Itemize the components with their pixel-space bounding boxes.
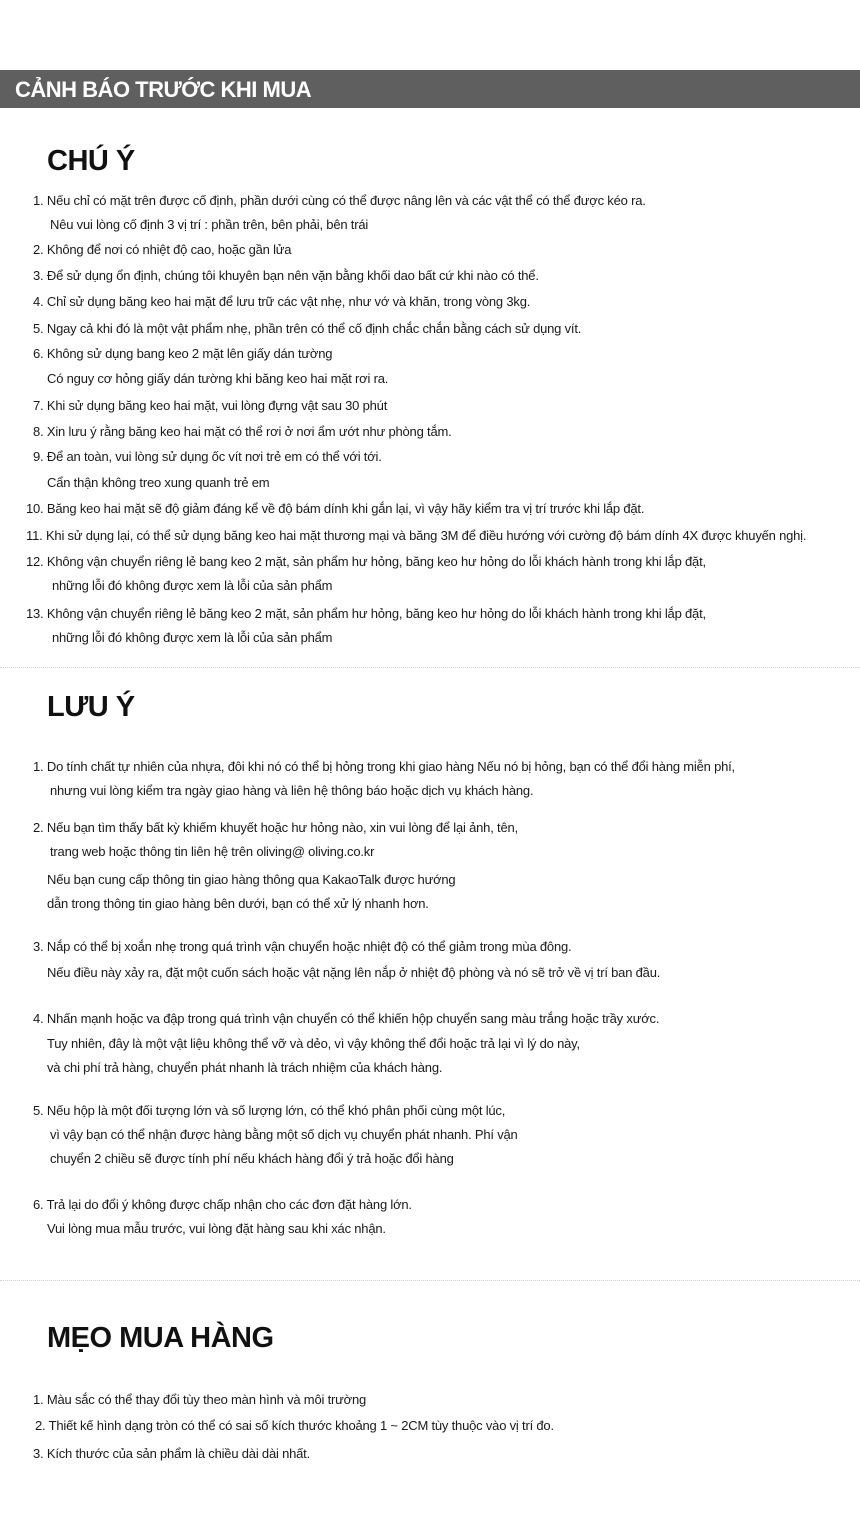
list-item-continuation: [50, 1151, 454, 1167]
list-item-continuation: [47, 1060, 442, 1076]
list-item: [33, 759, 735, 775]
list-item: [33, 1197, 412, 1213]
list-item-text: Do tính chất tự nhiên của nhựa, đôi khi nó có thể bị hỏng trong khi giao hàng Nếu nó bị hỏng, bạn có thể đổi hàng miễn phí,: [46, 759, 735, 774]
list-item-text: Nếu bạn cung cấp thông tin giao hàng thông qua KakaoTalk được hướng: [47, 872, 456, 887]
list-item-continuation: [50, 217, 368, 233]
list-item-text: nhưng vui lòng kiểm tra ngày giao hàng và liên hệ thông báo hoặc dịch vụ khách hàng.: [50, 783, 534, 798]
list-item: [26, 606, 706, 622]
list-item: [35, 1418, 554, 1434]
list-item-continuation: [47, 965, 660, 981]
list-item-text: những lỗi đó không được xem là lỗi của sản phẩm: [52, 630, 333, 645]
list-item-number: 2.: [33, 820, 44, 835]
list-item-text: trang web hoặc thông tin liên hệ trên oliving@ oliving.co.kr: [50, 844, 375, 859]
list-item: [33, 398, 387, 414]
section-divider: [0, 1280, 860, 1281]
list-item-text: Để sử dụng ổn định, chúng tôi khuyên bạn nên vặn bằng khối dao bất cứ khi nào có thể.: [46, 268, 539, 283]
list-item-continuation: [50, 844, 374, 860]
list-item-text: chuyển 2 chiều sẽ được tính phí nếu khách hàng đổi ý trả hoặc đổi hàng: [50, 1151, 454, 1166]
list-item: [33, 449, 382, 465]
list-item-number: 9.: [33, 449, 44, 464]
list-item-text: Thiết kế hình dạng tròn có thể có sai số kích thước khoảng 1 ~ 2CM tùy thuộc vào vị trí đo.: [48, 1418, 554, 1433]
list-item-text: vì vậy bạn có thể nhận được hàng bằng một số dịch vụ chuyển phát nhanh. Phí vận: [50, 1127, 518, 1142]
list-item-text: và chi phí trả hàng, chuyển phát nhanh là trách nhiệm của khách hàng.: [47, 1060, 443, 1075]
banner-title: CẢNH BÁO TRƯỚC KHI MUA: [15, 77, 312, 102]
list-item-text: Có nguy cơ hỏng giấy dán tường khi băng keo hai mặt rơi ra.: [47, 371, 389, 386]
list-item-text: Băng keo hai mặt sẽ độ giảm đáng kể về độ bám dính khi gắn lại, vì vậy hãy kiểm tra vị trí trước khi lắp đặt.: [46, 501, 645, 516]
list-item-text: Cẩn thận không treo xung quanh trẻ em: [47, 475, 270, 490]
list-item-number: 5.: [33, 321, 44, 336]
list-item-text: Chỉ sử dụng băng keo hai mặt để lưu trữ các vật nhẹ, như vớ và khăn, trong vòng 3kg.: [46, 294, 531, 309]
list-item-text: Ngay cả khi đó là một vật phẩm nhẹ, phần trên có thể cố định chắc chắn bằng cách sử dụng vít.: [46, 321, 582, 336]
list-item-number: 11.: [26, 528, 43, 543]
list-item-text: Vui lòng mua mẫu trước, vui lòng đặt hàng sau khi xác nhận.: [47, 1221, 386, 1236]
list-item-number: 7.: [33, 398, 44, 413]
list-item-number: 1.: [33, 193, 44, 208]
list-item-number: 12.: [26, 554, 44, 569]
list-item-text: Trả lại do đổi ý không được chấp nhận cho các đơn đặt hàng lớn.: [46, 1197, 412, 1212]
list-item-continuation: [47, 371, 388, 387]
list-item-text: Nêu vui lòng cố định 3 vị trí : phần trên, bên phải, bên trái: [50, 217, 369, 232]
section-divider: [0, 667, 860, 668]
list-item: [33, 1446, 310, 1462]
list-item-continuation: [52, 578, 332, 594]
list-item-number: 2.: [33, 242, 44, 257]
list-item: [33, 1011, 659, 1027]
list-item: [33, 346, 332, 362]
list-item-number: 10.: [26, 501, 44, 516]
list-item-text: Không sử dụng bang keo 2 mặt lên giấy dán tường: [46, 346, 333, 361]
list-item-text: Khi sử dụng lại, có thể sử dụng băng keo hai mặt thương mại và băng 3M để điều hướng với cường độ bám dính 4X được khuyến nghị.: [45, 528, 807, 543]
list-item-text: những lỗi đó không được xem là lỗi của sản phẩm: [52, 578, 333, 593]
list-item-text: Nếu chỉ có mặt trên được cố định, phần dưới cùng có thể được nâng lên và các vật thể có thể được kéo ra.: [46, 193, 646, 208]
list-item-number: 1.: [33, 759, 44, 774]
list-item-text: Không vận chuyển riêng lẻ băng keo 2 mặt, sản phẩm hư hỏng, băng keo hư hỏng do lỗi khách hành trong khi lắp đặt,: [46, 606, 706, 621]
list-item-continuation: [47, 1221, 386, 1237]
list-item: [26, 501, 644, 517]
list-item-text: Khi sử dụng băng keo hai mặt, vui lòng đựng vật sau 30 phút: [46, 398, 388, 413]
list-item-text: Nắp có thể bị xoắn nhẹ trong quá trình vận chuyển hoặc nhiệt độ có thể giảm trong mùa đông.: [46, 939, 572, 954]
list-item-continuation: [47, 896, 429, 912]
list-item-text: dẫn trong thông tin giao hàng bên dưới, bạn có thể xử lý nhanh hơn.: [47, 896, 429, 911]
list-item-continuation: [50, 783, 533, 799]
list-item-text: Xin lưu ý rằng băng keo hai mặt có thể rơi ở nơi ẩm ướt như phòng tắm.: [46, 424, 452, 439]
list-item-text: Nếu điều này xảy ra, đặt một cuốn sách hoặc vật nặng lên nắp ở nhiệt độ phòng và nó sẽ trở về vị trí ban đầu.: [47, 965, 661, 980]
list-item-number: 4.: [33, 294, 44, 309]
list-item-number: 3.: [33, 1446, 44, 1461]
list-item-number: 4.: [33, 1011, 44, 1026]
list-item: [33, 820, 518, 836]
list-item-text: Màu sắc có thể thay đổi tùy theo màn hình và môi trường: [46, 1392, 366, 1407]
list-item: [33, 294, 530, 310]
section-title-chu-y: CHÚ Ý: [47, 145, 135, 177]
list-item-continuation: [47, 872, 455, 888]
list-item-continuation: [47, 1036, 580, 1052]
list-item-continuation: [47, 475, 269, 491]
list-item: [33, 268, 539, 284]
list-item-number: 3.: [33, 939, 44, 954]
section-title-meo-mua-hang: MẸO MUA HÀNG: [47, 1322, 274, 1354]
list-item-continuation: [52, 630, 332, 646]
list-item-number: 1.: [33, 1392, 44, 1407]
list-item-number: 3.: [33, 268, 44, 283]
list-item-text: Nếu bạn tìm thấy bất kỳ khiếm khuyết hoặc hư hỏng nào, xin vui lòng để lại ảnh, tên,: [46, 820, 518, 835]
list-item-text: Kích thước của sản phẩm là chiều dài dài nhất.: [46, 1446, 311, 1461]
list-item: [33, 242, 291, 258]
list-item-number: 6.: [33, 346, 44, 361]
section-title-luu-y: LƯU Ý: [47, 691, 135, 723]
list-item-number: 8.: [33, 424, 44, 439]
list-item: [33, 1392, 366, 1408]
list-item-number: 13.: [26, 606, 44, 621]
list-item: [33, 1103, 505, 1119]
warning-banner: [0, 70, 860, 108]
list-item: [33, 193, 646, 209]
list-item: [33, 321, 581, 337]
list-item: [33, 424, 452, 440]
list-item-continuation: [50, 1127, 518, 1143]
list-item-text: Tuy nhiên, đây là một vật liệu không thể vỡ và dẻo, vì vậy không thể đổi hoặc trả lại vì lý do này,: [47, 1036, 580, 1051]
list-item: [33, 939, 571, 955]
list-item-text: Nếu hộp là một đối tượng lớn và số lượng lớn, có thể khó phân phối cùng một lúc,: [46, 1103, 506, 1118]
list-item-text: Nhấn mạnh hoặc va đập trong quá trình vận chuyển có thể khiến hộp chuyển sang màu trắng hoặc trầy xước.: [46, 1011, 660, 1026]
list-item: [26, 528, 806, 544]
list-item-number: 5.: [33, 1103, 44, 1118]
list-item-number: 6.: [33, 1197, 44, 1212]
list-item-text: Không vận chuyển riêng lẻ bang keo 2 mặt, sản phẩm hư hỏng, băng keo hư hỏng do lỗi khách hành trong khi lắp đặt,: [46, 554, 706, 569]
list-item-text: Để an toàn, vui lòng sử dụng ốc vít nơi trẻ em có thể với tới.: [46, 449, 382, 464]
list-item: [26, 554, 706, 570]
list-item-text: Không để nơi có nhiệt độ cao, hoặc gần lửa: [46, 242, 292, 257]
list-item-number: 2.: [35, 1418, 46, 1433]
